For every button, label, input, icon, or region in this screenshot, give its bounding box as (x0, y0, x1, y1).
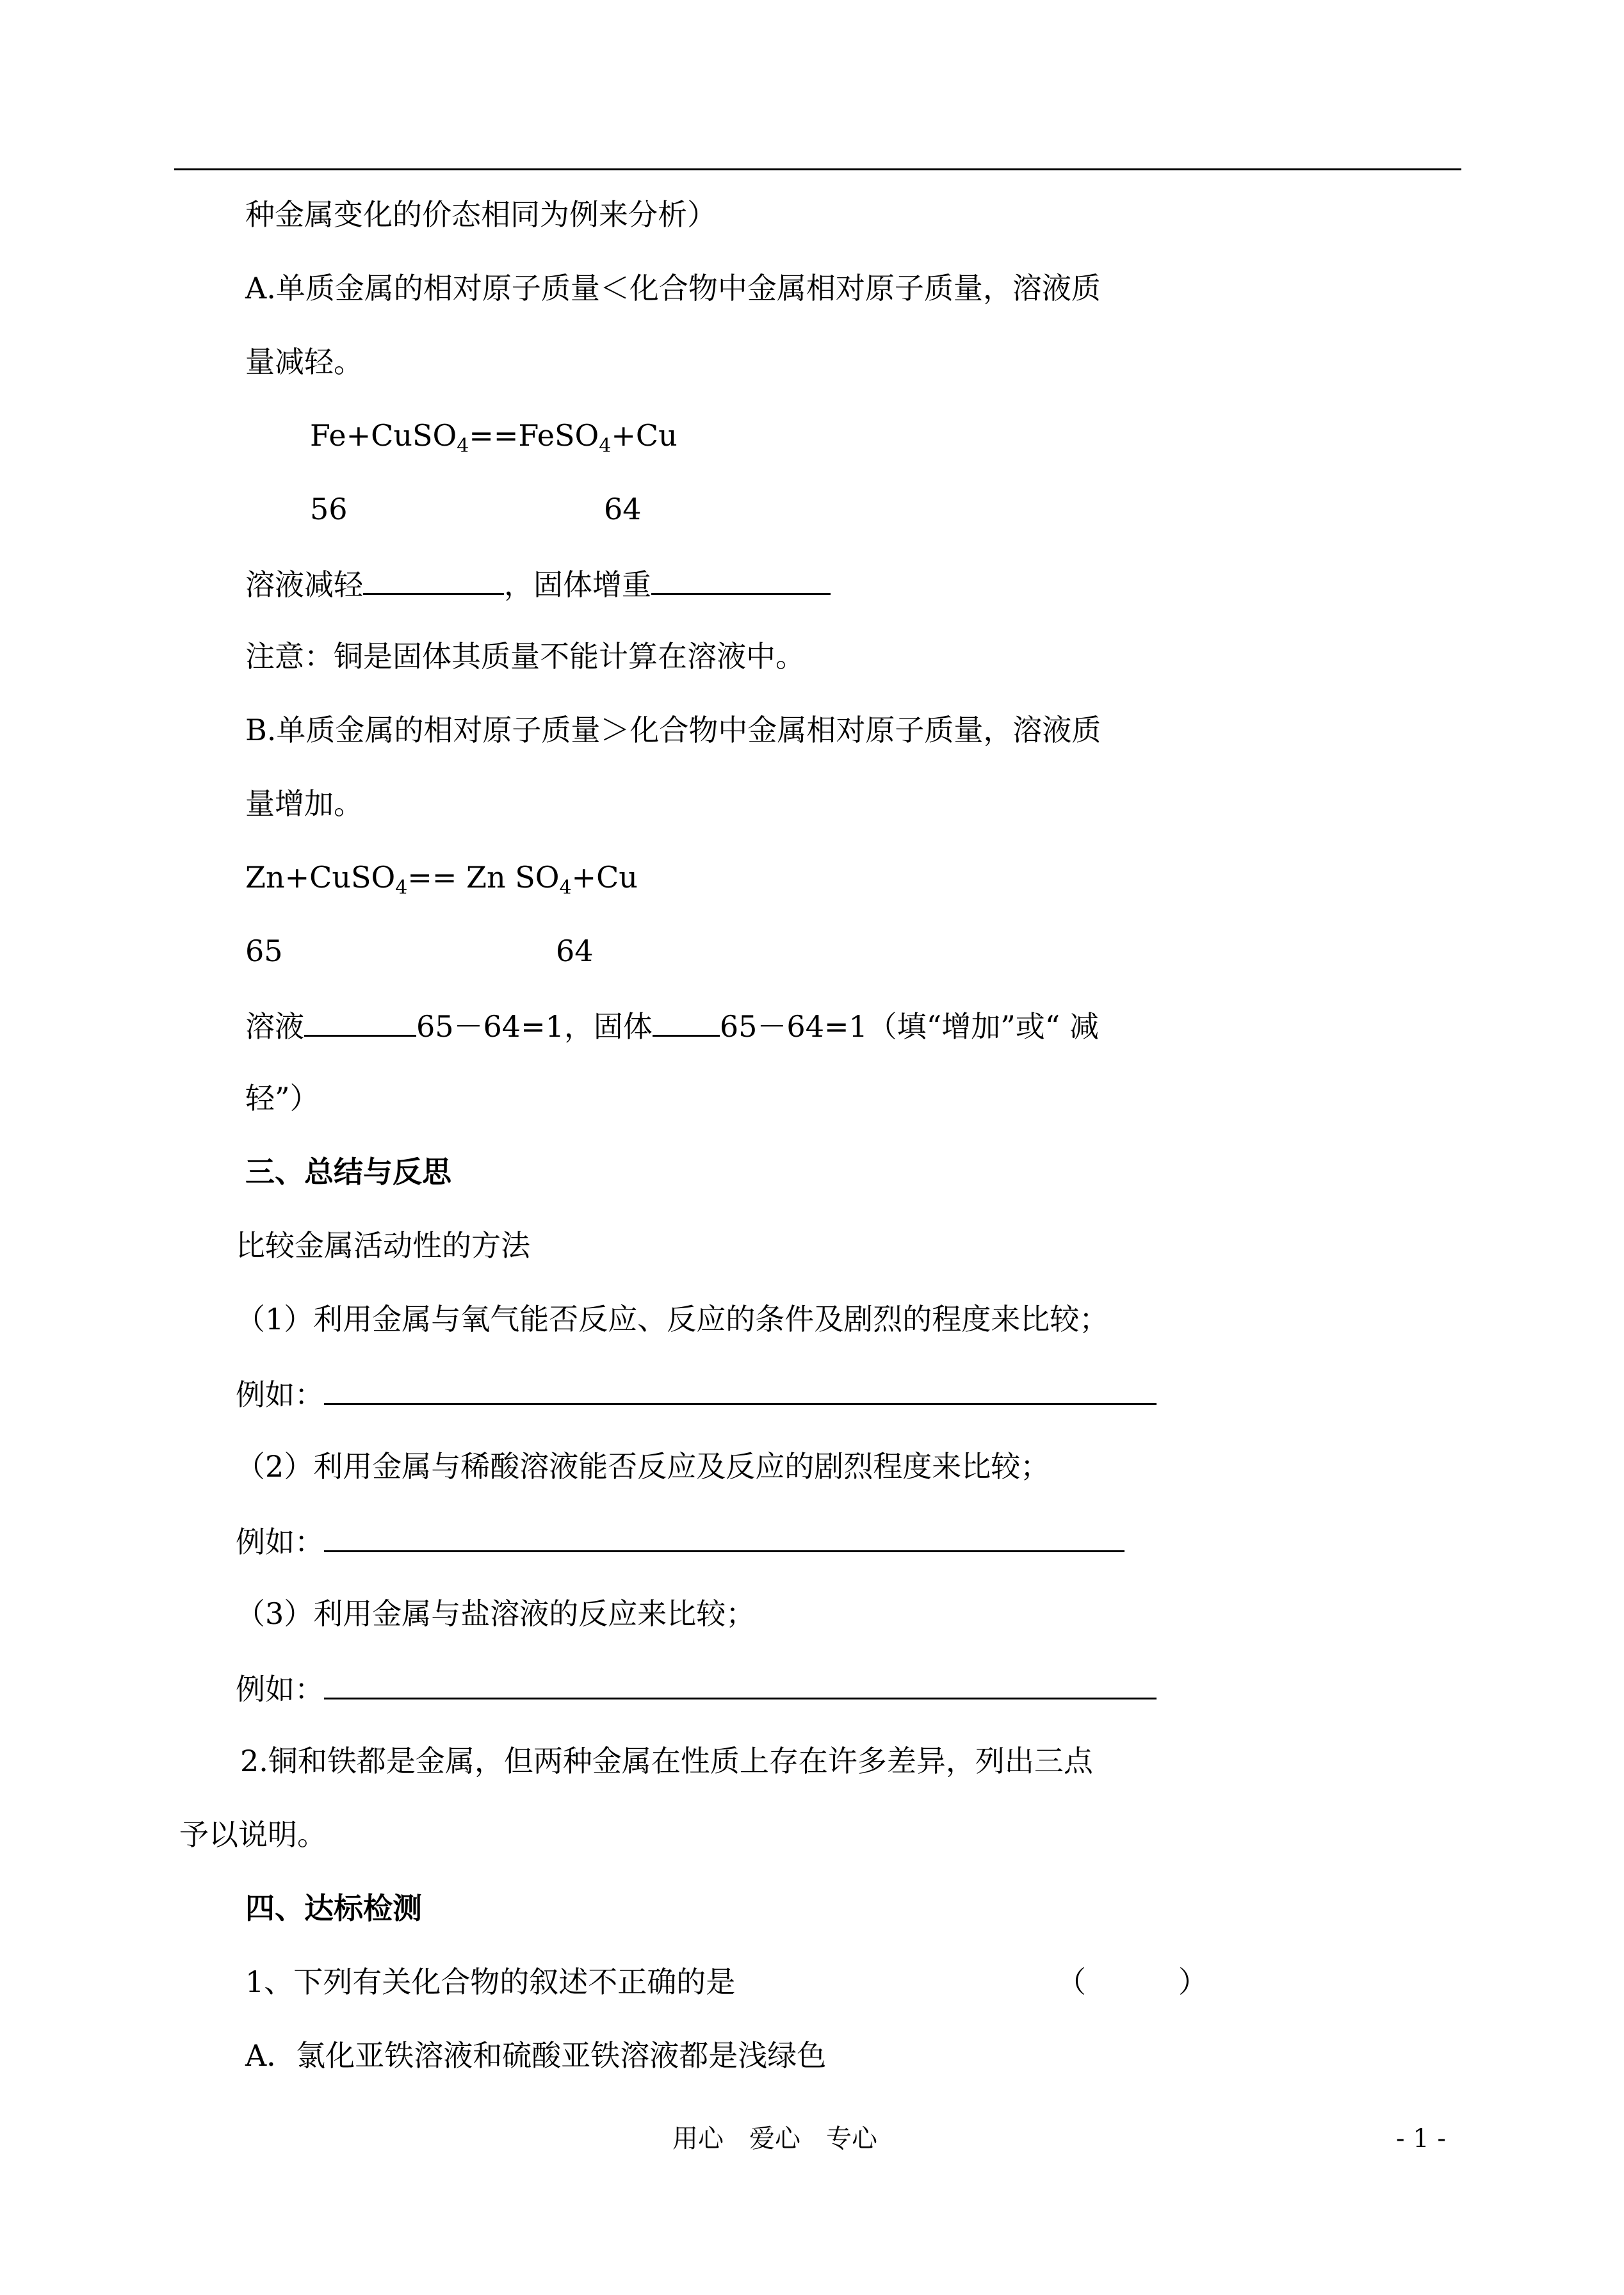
text-line (245, 1005, 1099, 1046)
equation-zn-cuso4 (245, 858, 638, 907)
eq-part: ==FeSO (469, 418, 599, 453)
eq-part: Zn+CuSO (245, 860, 396, 895)
text-line: 比较金属活动性的方法 (236, 1228, 530, 1263)
mass-cu: 64 (556, 934, 594, 968)
eq-part: Fe+CuSO (310, 418, 457, 453)
fill-blank[interactable] (651, 564, 831, 595)
fill-blank[interactable] (304, 1005, 416, 1037)
section-heading: 三、总结与反思 (245, 1155, 451, 1189)
text-line (236, 1668, 1157, 1708)
subscript: 4 (395, 877, 408, 899)
text-line: （1）利用金属与氧气能否反应、反应的条件及剧烈的程度来比较； (236, 1302, 1109, 1336)
fill-blank[interactable] (324, 1668, 1157, 1699)
text-line: 注意：铜是固体其质量不能计算在溶液中。 (245, 639, 805, 674)
text-line: （3）利用金属与盐溶液的反应来比较； (236, 1596, 756, 1631)
fill-blank[interactable] (324, 1521, 1125, 1552)
label: 65－64=1（填“增加”或“ 减 (719, 1009, 1099, 1044)
eq-part: == Zn SO (407, 860, 560, 895)
option-a: A．氯化亚铁溶液和硫酸亚铁溶液都是浅绿色 (245, 2038, 827, 2073)
mass-zn: 65 (245, 934, 283, 968)
subscript: 4 (559, 877, 572, 899)
text-line (245, 564, 831, 604)
page-number: - 1 - (1396, 2124, 1446, 2153)
fill-blank[interactable] (653, 1005, 720, 1037)
footer-motto: 用心 爱心 专心 (672, 2124, 877, 2153)
text-line: 种金属变化的价态相同为例来分析） (245, 197, 717, 232)
text-line: B.单质金属的相对原子质量＞化合物中金属相对原子质量，溶液质 (245, 713, 1101, 747)
answer-paren-close: ） (1178, 1965, 1208, 1999)
subscript: 4 (599, 435, 612, 457)
text-line: （2）利用金属与稀酸溶液能否反应及反应的剧烈程度来比较； (236, 1449, 1050, 1484)
label: 溶液减轻 (245, 567, 363, 602)
answer-paren-open: （ (1057, 1965, 1086, 1999)
text-line: 量增加。 (245, 786, 363, 821)
question: 1、下列有关化合物的叙述不正确的是 (245, 1965, 736, 1999)
eq-part: +Cu (611, 418, 678, 453)
text-line: 轻”） (245, 1081, 320, 1115)
mass-fe: 56 (310, 492, 348, 526)
label: ，固体增重 (504, 567, 651, 602)
header-rule (174, 168, 1461, 170)
text-line (236, 1521, 1125, 1561)
text-line: 量减轻。 (245, 345, 363, 379)
section-heading: 四、达标检测 (245, 1891, 422, 1926)
text-line: 予以说明。 (179, 1817, 327, 1852)
fill-blank[interactable] (363, 564, 504, 595)
subscript: 4 (457, 435, 469, 457)
label: 例如： (236, 1525, 324, 1559)
eq-part: +Cu (571, 860, 638, 895)
label: 例如： (236, 1672, 324, 1707)
mass-cu: 64 (604, 492, 642, 526)
label: 溶液 (245, 1009, 304, 1044)
text-line: A.单质金属的相对原子质量＜化合物中金属相对原子质量，溶液质 (245, 271, 1101, 305)
label: 例如： (236, 1377, 324, 1412)
equation-fe-cuso4 (310, 416, 678, 466)
text-line (236, 1374, 1157, 1414)
fill-blank[interactable] (324, 1374, 1157, 1405)
text-line: 2.铜和铁都是金属，但两种金属在性质上存在许多差异，列出三点 (240, 1744, 1093, 1778)
label: 65－64=1，固体 (416, 1009, 653, 1044)
